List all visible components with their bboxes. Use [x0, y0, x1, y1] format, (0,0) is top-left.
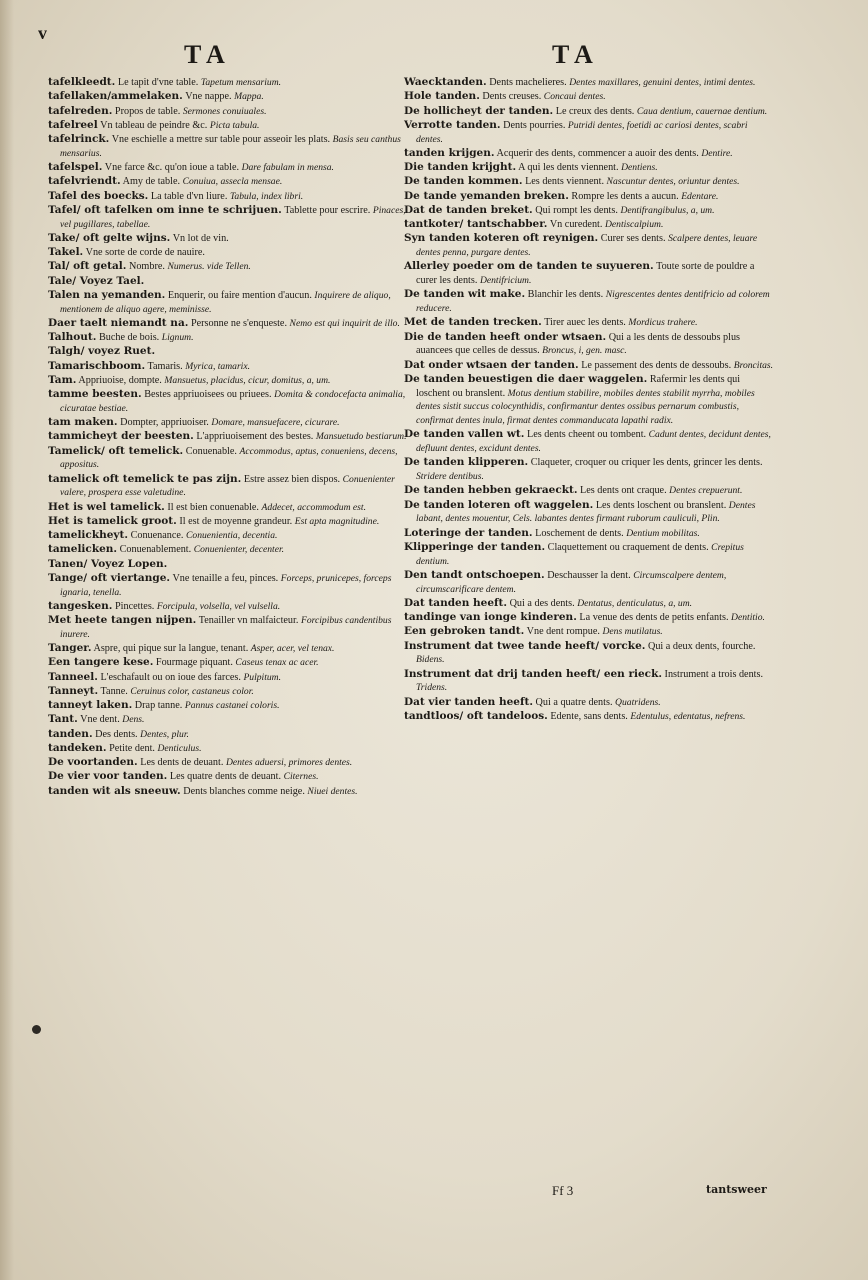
entry-french: Curer ses dents.: [600, 233, 666, 245]
dictionary-entry: [48, 317, 409, 331]
dictionary-entry: [404, 119, 776, 147]
entry-headword: tamelickheyt.: [48, 529, 129, 541]
entry-french: A qui les dents viennent.: [518, 162, 619, 173]
dictionary-entry: [48, 119, 409, 133]
entry-latin: Dentire.: [701, 147, 733, 159]
dictionary-entry: [404, 331, 776, 359]
dictionary-entry: [48, 543, 409, 557]
dictionary-entry: [48, 501, 409, 515]
entry-headword: De hollicheyt der tanden.: [404, 104, 554, 117]
entry-headword: tanden.: [48, 727, 93, 740]
entry-latin: Dare fabulam in mensa.: [241, 162, 334, 173]
dictionary-entry: [48, 445, 409, 473]
entry-headword: tafelvriendt.: [48, 175, 121, 188]
entry-latin: Myrica, tamarix.: [185, 360, 250, 372]
entry-french: Les dents ont craque.: [580, 485, 667, 497]
entry-headword: De voortanden.: [48, 756, 138, 768]
entry-latin: Numerus. vide Tellen.: [167, 261, 251, 273]
entry-french: Qui a quatre dents.: [535, 696, 613, 708]
entry-headword: tafelspel.: [48, 161, 103, 173]
entry-latin: Motus dentium stabilire, mobiles dentes stabilit myrrha, mobiles dentes sistit succus colocynthidis, confirmantur dentes ossibus pernarum combustis, confirmat dentes inula, firmat dentes commanducata lapathi radix.: [416, 387, 755, 426]
entry-headword: Het is tamelick groot.: [48, 514, 177, 527]
dictionary-entry: [404, 640, 776, 668]
entry-french: Vn tableau de peindre &c.: [100, 119, 208, 131]
entry-headword: tafelrinck.: [48, 133, 110, 145]
entry-headword: Waecktanden.: [404, 76, 487, 88]
entry-french: Rompre les dents a aucun.: [571, 190, 679, 202]
entry-french: Vne farce &c. qu'on ioue a table.: [104, 162, 240, 173]
entry-french: Nombre.: [128, 261, 165, 273]
entry-latin: Lignum.: [161, 332, 194, 343]
entry-french: L'appriuoisement des bestes.: [196, 431, 314, 443]
entry-latin: Mordicus trahere.: [628, 317, 698, 329]
entry-latin: Dentium mobilitas.: [626, 527, 700, 539]
entry-headword: Verrotte tanden.: [404, 118, 501, 131]
entry-headword: Talgh/ voyez Ruet.: [48, 345, 156, 358]
dictionary-entry: [404, 541, 776, 569]
entry-headword: De tanden wit make.: [404, 288, 526, 301]
entry-french: Enquerir, ou faire mention d'aucun.: [167, 289, 312, 301]
entry-headword: tamme beesten.: [48, 388, 142, 400]
entry-french: Les dents de deuant.: [140, 757, 224, 768]
entry-french: Le tapit d'vne table.: [117, 77, 199, 88]
entry-french: Instrument a trois dents.: [664, 668, 764, 680]
entry-latin: Conuiua, assecla mensae.: [182, 176, 283, 188]
entry-french: Dents creuses.: [482, 91, 542, 103]
entry-french: Propos de table.: [114, 105, 181, 117]
dictionary-entry: [48, 232, 409, 246]
entry-headword: Take/ oft gelte wijns.: [48, 231, 171, 244]
entry-latin: Crepitus dentium.: [416, 541, 744, 567]
dictionary-entry: [404, 611, 776, 625]
entry-french: Vn curedent.: [549, 219, 603, 230]
entry-latin: Dentiens.: [621, 162, 658, 173]
dictionary-entry: [48, 331, 409, 345]
entry-latin: Forceps, prunicepes, forceps ignaria, tenella.: [60, 572, 392, 598]
entry-latin: Dentiscalpium.: [604, 219, 664, 230]
entry-latin: Est apta magnitudine.: [294, 515, 380, 527]
dictionary-entry: [48, 374, 409, 388]
entry-headword: tanden krijgen.: [404, 146, 495, 159]
dictionary-entry: [404, 499, 776, 527]
entry-latin: Inquirere de aliquo, mentionem de aliquo agere, meminisse.: [60, 289, 391, 315]
entry-headword: Allerley poeder om de tanden te suyueren.: [404, 260, 654, 273]
entry-french: Aspre, qui pique sur la langue, tenant.: [93, 643, 249, 654]
entry-french: Tablette pour escrire.: [284, 204, 371, 216]
entry-headword: Tam.: [48, 373, 77, 386]
entry-headword: Syn tanden koteren oft reynigen.: [404, 232, 599, 245]
entry-headword: Tant.: [48, 713, 78, 726]
entry-headword: Daer taelt niemandt na.: [48, 316, 189, 329]
entry-french: Tamaris.: [147, 360, 183, 372]
entry-french: Petite dent.: [109, 742, 155, 754]
entry-headword: De tanden beuestigen die daer waggelen.: [404, 372, 648, 385]
dictionary-entry: [48, 770, 409, 784]
entry-latin: Scalpere dentes, leuare dentes penna, purgare dentes.: [416, 233, 758, 258]
entry-french: Vne tenaille a feu, pinces.: [172, 572, 279, 584]
entry-latin: Dentitio.: [731, 612, 765, 623]
entry-latin: Conuenienter valere, prospera esse valetudine.: [60, 473, 395, 499]
entry-headword: Dat de tanden breket.: [404, 203, 533, 216]
dictionary-entry: [404, 218, 776, 232]
entry-headword: Den tandt ontschoepen.: [404, 568, 545, 581]
entry-french: La venue des dents de petits enfants.: [579, 612, 729, 623]
dictionary-entry: [48, 161, 409, 175]
entry-latin: Caseus tenax ac acer.: [235, 657, 319, 669]
entry-latin: Conuenientia, decentia.: [186, 530, 278, 541]
entry-latin: Mansuetudo bestiarum.: [315, 431, 407, 443]
entry-headword: Tamelick/ oft temelick.: [48, 444, 184, 457]
entry-headword: tam maken.: [48, 416, 118, 428]
entry-headword: tammicheyt der beesten.: [48, 430, 194, 443]
entry-latin: Tridens.: [416, 682, 448, 694]
dictionary-entry: [404, 147, 776, 161]
corner-mark: v: [38, 23, 47, 43]
dictionary-entry: [48, 713, 409, 727]
entry-french: Des dents.: [95, 728, 138, 740]
dictionary-entry: [48, 90, 409, 104]
entry-french: Deschausser la dent.: [547, 569, 631, 581]
entry-headword: Loteringe der tanden.: [404, 526, 533, 539]
entry-latin: Conuenienter, decenter.: [193, 544, 285, 556]
entry-headword: Tanneel.: [48, 670, 98, 683]
entry-french: Dompter, appriuoiser.: [120, 417, 209, 428]
entry-french: Le creux des dents.: [555, 105, 635, 117]
entry-latin: Cadunt dentes, decidunt dentes, defluunt dentes, excidunt dentes.: [416, 429, 771, 454]
entry-headword: Tanger.: [48, 642, 92, 654]
entry-latin: Forcipibus candentibus inurere.: [60, 615, 392, 640]
entry-latin: Dentes, plur.: [140, 728, 189, 740]
dictionary-entry: [48, 785, 409, 799]
entry-latin: Pannus castanei coloris.: [184, 700, 280, 711]
dictionary-entry: [48, 289, 409, 317]
dictionary-entry: [48, 756, 409, 770]
dictionary-entry: [404, 456, 776, 484]
entry-latin: Nascuntur dentes, oriuntur dentes.: [606, 176, 740, 188]
entry-headword: Dat tanden heeft.: [404, 596, 508, 609]
entry-headword: De tanden kommen.: [404, 175, 523, 188]
entry-french: Vn lot de vin.: [172, 232, 229, 244]
entry-latin: Caua dentium, cauernae dentium.: [636, 105, 768, 117]
entry-french: Vne sorte de corde de nauire.: [85, 247, 205, 258]
entry-french: Estre assez bien dispos.: [243, 473, 341, 485]
dictionary-entry: [404, 260, 776, 288]
entry-french: Qui a les dents de dessoubs plus auancees que celles de dessus.: [416, 331, 740, 357]
entry-french: Loschement de dents.: [535, 527, 624, 539]
entry-headword: tafelreel: [48, 118, 98, 131]
entry-headword: tandeken.: [48, 741, 107, 754]
entry-french: Claquettement ou craquement de dents.: [547, 541, 709, 553]
entry-headword: Tamarischboom.: [48, 359, 146, 372]
entry-french: Buche de bois.: [98, 332, 160, 343]
entry-latin: Tabula, index libri.: [229, 190, 304, 202]
entry-headword: Tafel des boecks.: [48, 189, 149, 202]
dictionary-entry: [404, 569, 776, 597]
dictionary-entry: [404, 288, 776, 316]
entry-headword: De tanden loteren oft waggelen.: [404, 498, 594, 511]
entry-headword: Talhout.: [48, 331, 97, 343]
entry-french: Vne nappe.: [185, 91, 232, 103]
entry-latin: Bidens.: [416, 654, 445, 666]
entry-latin: Forcipula, volsella, vel vulsella.: [156, 600, 281, 612]
entry-latin: Edentare.: [681, 190, 719, 202]
dictionary-entry: [404, 190, 776, 204]
dictionary-entry: [404, 373, 776, 428]
entry-latin: Dens.: [122, 714, 145, 726]
dictionary-entry: [404, 597, 776, 611]
entry-french: Il est bien conuenable.: [167, 501, 259, 513]
entry-latin: Stridere dentibus.: [416, 471, 484, 482]
entry-headword: Die de tanden heeft onder wtsaen.: [404, 330, 607, 343]
dictionary-entry: [404, 484, 776, 498]
entry-french: La table d'vn liure.: [150, 190, 228, 202]
dictionary-entry: [404, 175, 776, 189]
dictionary-entry: [404, 428, 776, 456]
entry-french: Le passement des dents de dessoubs.: [581, 359, 732, 371]
dictionary-entry: [48, 190, 409, 204]
dictionary-entry: [48, 473, 409, 501]
entry-headword: Tanneyt.: [48, 684, 99, 697]
entry-french: Tanne.: [100, 685, 128, 697]
dictionary-entry: [48, 260, 409, 274]
entry-french: Tirer auec les dents.: [544, 317, 626, 329]
entry-french: Edente, sans dents.: [550, 710, 628, 722]
entry-french: Tenailler vn malfaicteur.: [198, 615, 299, 626]
dictionary-entry: [48, 105, 409, 119]
entry-french: Vne eschielle a mettre sur table pour asseoir les plats.: [111, 134, 331, 145]
entry-headword: De tanden hebben gekraeckt.: [404, 484, 578, 497]
running-head-left: T A: [184, 40, 225, 69]
entry-latin: Addecet, accommodum est.: [261, 501, 366, 513]
dictionary-entry: [404, 232, 776, 260]
entry-headword: Dat vier tanden heeft.: [404, 695, 533, 708]
entry-french: Bestes appriuoisees ou priuees.: [144, 389, 272, 400]
signature-mark: Ff 3: [552, 1183, 574, 1198]
entry-headword: Het is wel tamelick.: [48, 500, 165, 513]
dictionary-entry: [404, 527, 776, 541]
entry-latin: Dentifrangibulus, a, um.: [620, 204, 715, 216]
entry-headword: Die tanden krijght.: [404, 161, 517, 173]
entry-latin: Circumscalpere dentem, circumscarificare dentem.: [416, 569, 727, 595]
entry-headword: Tange/ oft viertange.: [48, 571, 171, 584]
running-head-right: T A: [552, 40, 593, 69]
entry-headword: Tal/ oft getal.: [48, 260, 127, 273]
dictionary-entry: [404, 161, 776, 175]
entry-french: Les dents loschent ou branslent.: [595, 499, 727, 511]
entry-headword: Talen na yemanden.: [48, 288, 166, 301]
entry-french: Toute sorte de pouldre a curer les dents.: [416, 261, 755, 286]
dictionary-entry: [48, 388, 409, 416]
entry-latin: Niuei dentes.: [307, 785, 358, 797]
dictionary-entry: [404, 625, 776, 639]
entry-headword: Tafel/ oft tafelken om inne te schrijuen.: [48, 203, 282, 216]
dictionary-entry: [48, 742, 409, 756]
dictionary-entry: [48, 416, 409, 430]
entry-french: Pincettes.: [115, 600, 155, 612]
entry-french: L'eschafault ou on ioue des farces.: [100, 671, 241, 683]
entry-latin: Edentulus, edentatus, nefrens.: [630, 710, 746, 722]
entry-french: Qui a deux dents, fourche.: [647, 640, 756, 652]
entry-headword: tamelicken.: [48, 543, 118, 556]
dictionary-entry: [48, 246, 409, 260]
entry-headword: tafelkleedt.: [48, 76, 116, 88]
catchword: tantsweer: [706, 1183, 767, 1196]
entry-latin: Nemo est qui inquirit de illo.: [289, 317, 400, 329]
dictionary-entry: [48, 515, 409, 529]
entry-french: Claqueter, croquer ou criquer les dents, grincer les dents.: [530, 457, 763, 469]
dictionary-entry: [48, 345, 409, 359]
entry-headword: tamelick oft temelick te pas zijn.: [48, 472, 242, 485]
dictionary-entry: [48, 133, 409, 161]
entry-headword: Tale/ Voyez Tael.: [48, 274, 145, 287]
left-column: [48, 76, 409, 799]
entry-headword: Een gebroken tandt.: [404, 625, 525, 638]
entry-latin: Dentes crepuerunt.: [669, 485, 743, 497]
entry-french: Acquerir des dents, commencer a auoir des dents.: [496, 147, 699, 159]
dictionary-entry: [404, 359, 776, 373]
dictionary-entry: [48, 558, 409, 572]
dictionary-entry: [404, 105, 776, 119]
right-column: [404, 76, 776, 724]
dictionary-entry: [48, 529, 409, 543]
entry-french: Il est de moyenne grandeur.: [179, 515, 293, 527]
entry-latin: Domita & condocefacta animalia, cicuratae bestiae.: [60, 389, 406, 414]
dictionary-entry: [48, 76, 409, 90]
entry-latin: Dentifricium.: [479, 275, 532, 286]
entry-headword: tangesken.: [48, 599, 113, 612]
dictionary-entry: [48, 204, 409, 232]
dictionary-entry: [48, 430, 409, 444]
entry-french: Vne dent.: [80, 714, 120, 726]
entry-french: Blanchir les dents.: [527, 289, 604, 301]
entry-headword: De tande yemanden breken.: [404, 189, 569, 202]
dictionary-entry: [48, 275, 409, 289]
entry-latin: Dentes labant, dentes mouentur, Cels. labantes dentes firmant ruborum cauliculi, Plin.: [416, 499, 756, 525]
entry-french: Dents blanches comme neige.: [183, 785, 305, 797]
entry-french: Amy de table.: [122, 176, 181, 188]
entry-french: Les dents viennent.: [525, 176, 604, 188]
entry-latin: Asper, acer, vel tenax.: [250, 643, 335, 654]
dictionary-entry: [48, 600, 409, 614]
entry-french: Rafermir les dents qui loschent ou branslent.: [416, 373, 741, 399]
entry-french: Conuenable.: [185, 445, 237, 457]
entry-headword: Een tangere kese.: [48, 656, 154, 669]
entry-headword: De tanden klipperen.: [404, 456, 529, 469]
dictionary-entry: [48, 642, 409, 656]
dictionary-entry: [48, 656, 409, 670]
entry-headword: tanden wit als sneeuw.: [48, 784, 181, 797]
entry-french: Qui rompt les dents.: [535, 204, 618, 216]
entry-latin: Dentes maxillares, genuini dentes, intimi dentes.: [569, 77, 756, 88]
entry-latin: Domare, mansuefacere, cicurare.: [211, 417, 340, 428]
dictionary-entry: [48, 728, 409, 742]
entry-headword: tafelreden.: [48, 104, 113, 117]
dictionary-entry: [404, 710, 776, 724]
dictionary-entry: [404, 316, 776, 330]
entry-headword: Hole tanden.: [404, 90, 480, 103]
entry-headword: tantkoter/ tantschabber.: [404, 218, 548, 230]
dictionary-entry: [48, 175, 409, 189]
entry-french: Les quatre dents de deuant.: [169, 771, 282, 783]
entry-latin: Sermones conuiuales.: [182, 105, 267, 117]
entry-french: Dents machelieres.: [489, 77, 567, 88]
entry-headword: tandtloos/ oft tandeloos.: [404, 709, 548, 722]
dictionary-entry: [48, 671, 409, 685]
entry-latin: Pulpitum.: [243, 671, 282, 683]
dictionary-entry: [48, 614, 409, 642]
entry-latin: Pinaces, vel pugillares, tabellae.: [60, 204, 406, 230]
dictionary-entry: [48, 572, 409, 600]
entry-latin: Dentes aduersi, primores dentes.: [225, 757, 353, 768]
entry-headword: Takel.: [48, 246, 84, 258]
entry-french: Appriuoise, dompte.: [78, 374, 162, 386]
entry-headword: Instrument dat twee tande heeft/ vorcke.: [404, 639, 646, 652]
dictionary-entry: [404, 668, 776, 696]
dictionary-entry: [404, 204, 776, 218]
entry-latin: Nigrescentes dentes dentifricio ad colorem reducere.: [416, 289, 770, 314]
entry-latin: Concaui dentes.: [543, 91, 606, 103]
entry-headword: Klipperinge der tanden.: [404, 540, 546, 553]
entry-latin: Tapetum mensarium.: [200, 77, 282, 88]
entry-latin: Dens mutilatus.: [602, 626, 663, 638]
dictionary-entry: [48, 685, 409, 699]
entry-french: Conuenablement.: [119, 544, 192, 556]
entry-latin: Dentatus, denticulatus, a, um.: [577, 597, 693, 609]
entry-french: Dents pourries.: [503, 119, 566, 131]
entry-latin: Picta tabula.: [209, 119, 260, 131]
entry-headword: De vier voor tanden.: [48, 770, 168, 783]
entry-latin: Accommodus, aptus, conueniens, decens, appositus.: [60, 445, 398, 471]
entry-french: Vne dent rompue.: [526, 626, 600, 638]
entry-french: Qui a des dents.: [509, 597, 575, 609]
entry-latin: Citernes.: [283, 771, 319, 783]
dictionary-entry: [404, 76, 776, 90]
entry-latin: Basis seu canthus mensarius.: [60, 134, 401, 159]
entry-french: Conuenance.: [130, 530, 184, 541]
entry-french: Fourmage piquant.: [155, 657, 233, 669]
entry-latin: Broncus, i, gen. masc.: [542, 345, 627, 357]
entry-latin: Mappa.: [234, 91, 264, 103]
entry-latin: Denticulus.: [157, 742, 202, 754]
entry-headword: Tanen/ Voyez Lopen.: [48, 557, 168, 570]
dictionary-entry: [48, 699, 409, 713]
entry-latin: Putridi dentes, foetidi ac cariosi dentes, scabri dentes.: [416, 119, 748, 145]
entry-headword: Dat onder wtsaen der tanden.: [404, 358, 579, 371]
entry-headword: Instrument dat drij tanden heeft/ een rieck.: [404, 667, 662, 680]
entry-headword: Met de tanden trecken.: [404, 316, 542, 329]
entry-headword: De tanden vallen wt.: [404, 428, 525, 441]
entry-headword: tandinge van ionge kinderen.: [404, 611, 577, 623]
entry-headword: tafellaken/ammelaken.: [48, 90, 183, 103]
entry-latin: Quatridens.: [615, 696, 661, 708]
dictionary-entry: [404, 696, 776, 710]
entry-french: Les dents cheent ou tombent.: [526, 429, 647, 441]
entry-headword: Met heete tangen nijpen.: [48, 614, 197, 626]
entry-latin: Broncitas.: [733, 359, 774, 371]
entry-latin: Mansuetus, placidus, cicur, domitus, a, um.: [164, 374, 331, 386]
entry-french: Personne ne s'enqueste.: [190, 317, 287, 329]
entry-latin: Ceruinus color, castaneus color.: [130, 685, 254, 697]
entry-headword: tanneyt laken.: [48, 699, 133, 711]
dictionary-entry: [404, 90, 776, 104]
page-gutter-shadow: [0, 0, 14, 1280]
dictionary-entry: [48, 360, 409, 374]
ink-spot: [32, 1025, 41, 1034]
entry-french: Drap tanne.: [134, 700, 183, 711]
